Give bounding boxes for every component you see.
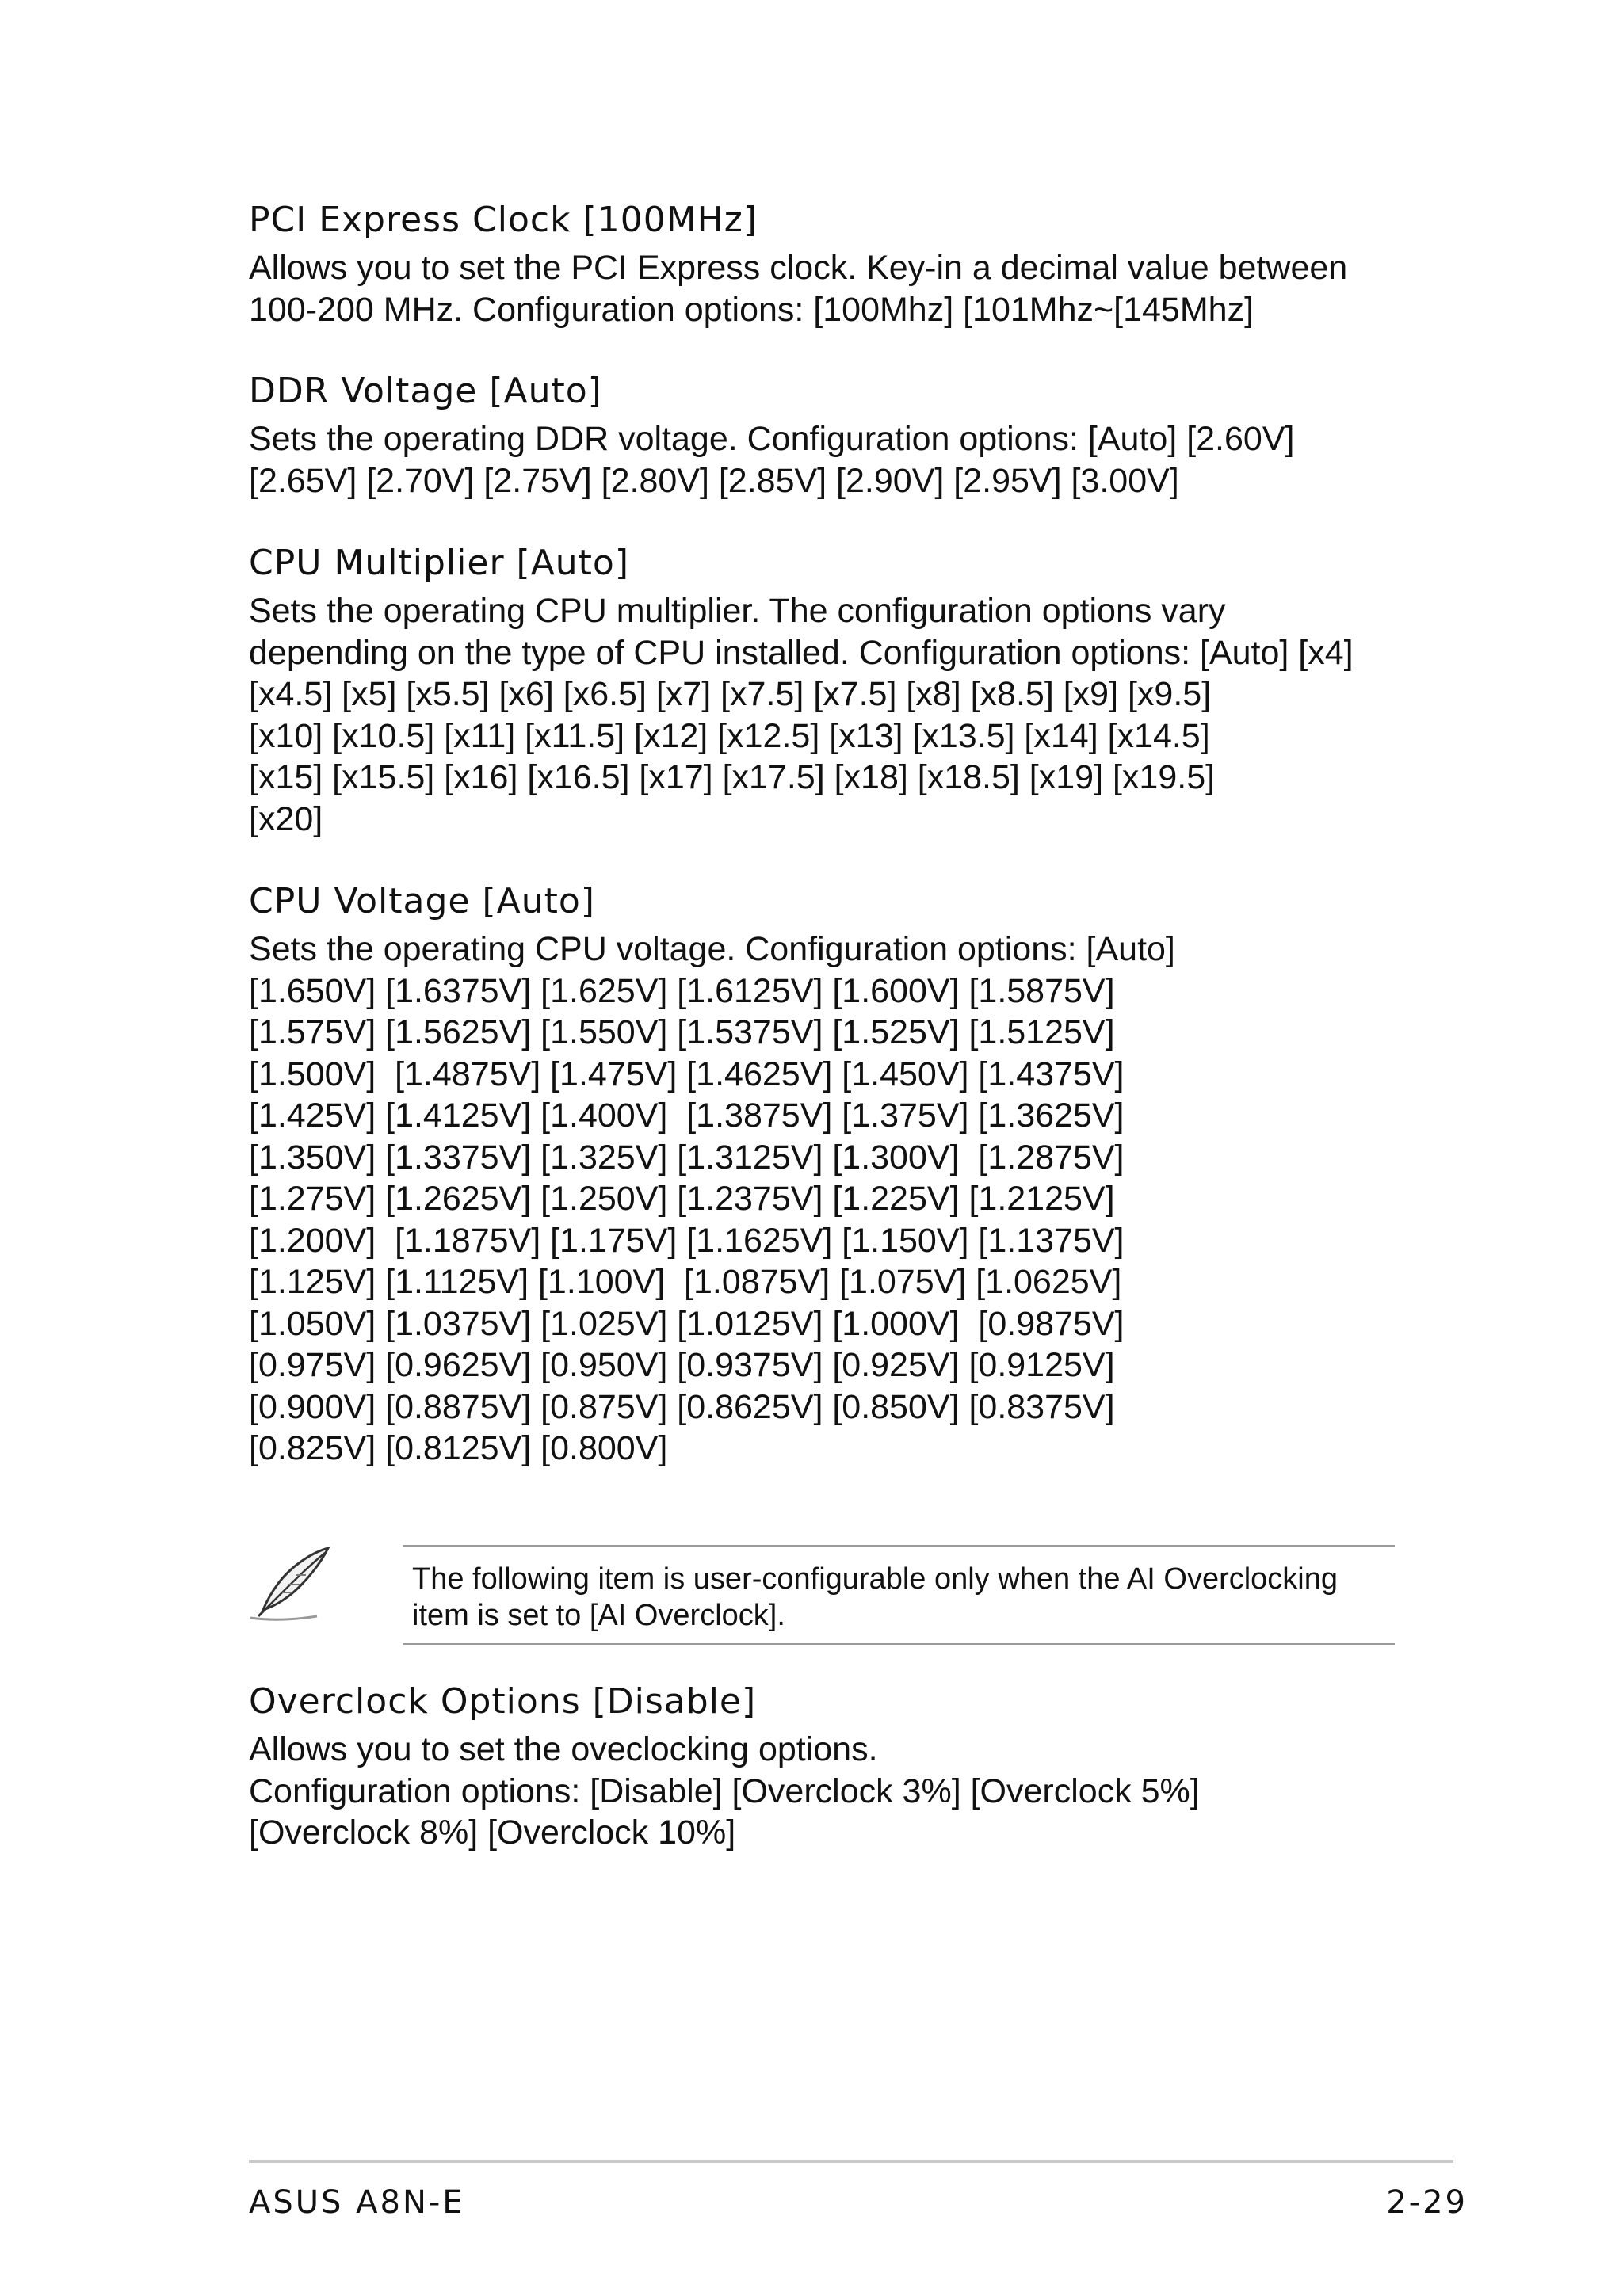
section-description: [249, 1729, 1406, 1854]
description-line: [Overclock 8%] [Overclock 10%]: [249, 1814, 736, 1852]
section-heading: Overclock Options [Disable]: [249, 1681, 757, 1722]
description-line: Allows you to set the PCI Express clock. Key-in a decimal value between: [249, 249, 1348, 287]
description-line: [2.65V] [2.70V] [2.75V] [2.80V] [2.85V] [2.90V] [2.95V] [3.00V]: [249, 461, 1179, 500]
section-pci-express-clock: [249, 200, 1406, 330]
section-heading: CPU Voltage [Auto]: [249, 881, 595, 921]
description-line: [1.125V] [1.1125V] [1.100V] [1.0875V] [1.075V] [1.0625V]: [249, 1263, 1122, 1301]
description-line: [1.275V] [1.2625V] [1.250V] [1.2375V] [1.225V] [1.2125V]: [249, 1180, 1115, 1218]
section-heading: DDR Voltage [Auto]: [249, 371, 602, 411]
description-line: Sets the operating CPU voltage. Configuration options: [Auto]: [249, 930, 1175, 968]
description-line: [0.825V] [0.8125V] [0.800V]: [249, 1429, 668, 1467]
note-line: item is set to [AI Overclock].: [412, 1599, 785, 1632]
description-line: Sets the operating DDR voltage. Configuration options: [Auto] [2.60V]: [249, 420, 1295, 458]
description-line: Allows you to set the oveclocking options.: [249, 1730, 878, 1768]
section-cpu-multiplier: [249, 543, 1406, 840]
note-text: [412, 1561, 1395, 1634]
description-line: [x15] [x15.5] [x16] [x16.5] [x17] [x17.5] [x18] [x18.5] [x19] [x19.5]: [249, 758, 1216, 796]
section-ddr-voltage: [249, 371, 1406, 502]
description-line: [1.575V] [1.5625V] [1.550V] [1.5375V] [1.525V] [1.5125V]: [249, 1013, 1115, 1051]
description-line: [1.050V] [1.0375V] [1.025V] [1.0125V] [1.000V] [0.9875V]: [249, 1304, 1125, 1343]
description-line: Sets the operating CPU multiplier. The configuration options vary: [249, 592, 1226, 630]
description-line: 100-200 MHz. Configuration options: [100Mhz] [101Mhz~[145Mhz]: [249, 290, 1254, 329]
section-heading: CPU Multiplier [Auto]: [249, 543, 630, 583]
section-description: [249, 418, 1406, 502]
description-line: [1.425V] [1.4125V] [1.400V] [1.3875V] [1.375V] [1.3625V]: [249, 1097, 1125, 1135]
footer-page-number: 2-29: [1386, 2184, 1468, 2221]
description-line: [1.650V] [1.6375V] [1.625V] [1.6125V] [1.600V] [1.5875V]: [249, 971, 1115, 1010]
section-description: [249, 929, 1406, 1470]
section-description: [249, 590, 1406, 840]
description-line: [x20]: [249, 799, 323, 838]
section-heading: PCI Express Clock [100MHz]: [249, 200, 758, 240]
description-line: [1.350V] [1.3375V] [1.325V] [1.3125V] [1.300V] [1.2875V]: [249, 1138, 1125, 1177]
note-line: The following item is user-configurable only when the AI Overclocking: [412, 1562, 1338, 1596]
footer-product-name: ASUS A8N-E: [249, 2184, 465, 2221]
section-overclock-options: [249, 1681, 1406, 1854]
description-line: Configuration options: [Disable] [Overclock 3%] [Overclock 5%]: [249, 1772, 1200, 1810]
footer-rule: [249, 2160, 1453, 2163]
description-line: [1.200V] [1.1875V] [1.175V] [1.1625V] [1.150V] [1.1375V]: [249, 1221, 1125, 1260]
description-line: [1.500V] [1.4875V] [1.475V] [1.4625V] [1.450V] [1.4375V]: [249, 1055, 1125, 1093]
section-cpu-voltage: [249, 881, 1406, 1470]
section-description: [249, 247, 1406, 330]
note-callout: [249, 1537, 1395, 1648]
description-line: [0.975V] [0.9625V] [0.950V] [0.9375V] [0.925V] [0.9125V]: [249, 1346, 1115, 1384]
description-line: [x10] [x10.5] [x11] [x11.5] [x12] [x12.5] [x13] [x13.5] [x14] [x14.5]: [249, 716, 1210, 755]
feather-pen-icon: [249, 1543, 336, 1623]
description-line: [0.900V] [0.8875V] [0.875V] [0.8625V] [0.850V] [0.8375V]: [249, 1387, 1115, 1426]
note-box: [403, 1545, 1395, 1645]
description-line: depending on the type of CPU installed. Configuration options: [Auto] [x4]: [249, 633, 1354, 672]
description-line: [x4.5] [x5] [x5.5] [x6] [x6.5] [x7] [x7.5] [x7.5] [x8] [x8.5] [x9] [x9.5]: [249, 675, 1212, 713]
